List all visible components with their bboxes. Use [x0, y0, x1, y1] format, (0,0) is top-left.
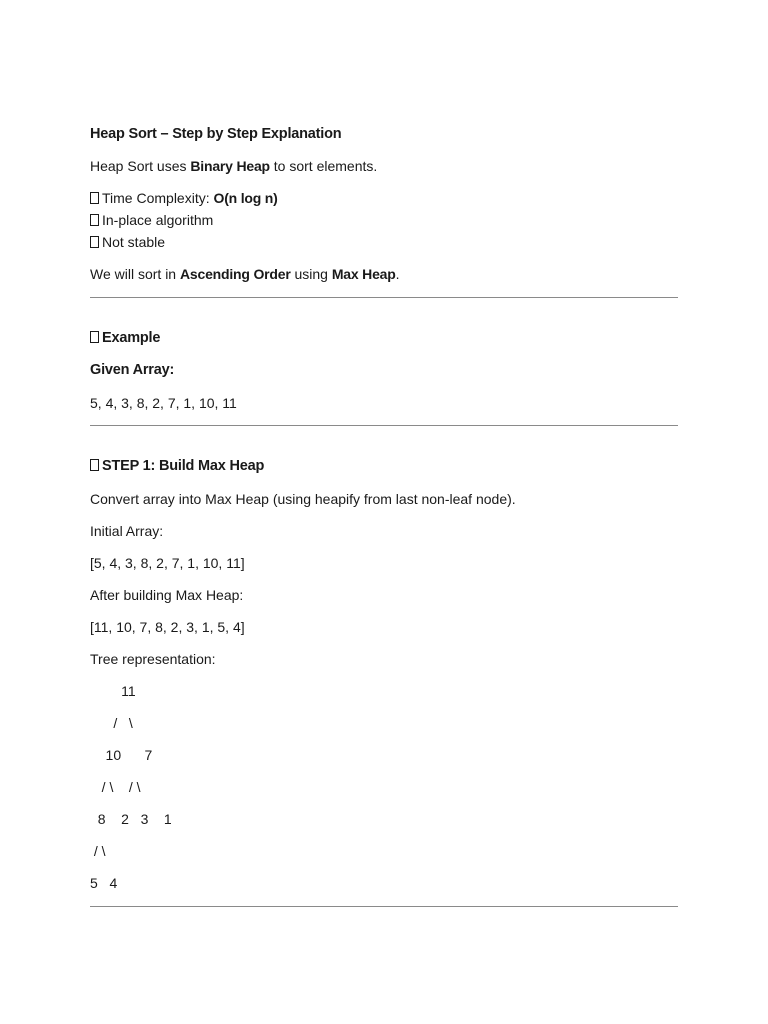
after-heap-label: After building Max Heap: [90, 587, 244, 603]
document-title: Heap Sort – Step by Step Explanation [90, 126, 342, 142]
goal-order: Ascending Order [179, 266, 291, 282]
given-array-values: 5, 4, 3, 8, 2, 7, 1, 10, 11 [90, 395, 237, 411]
missing-glyph-icon [90, 459, 99, 471]
tree-label: Tree representation: [90, 651, 216, 667]
goal-prefix: We will sort in [90, 266, 180, 282]
tree-line: / \ [90, 843, 106, 859]
step1-description: Convert array into Max Heap (using heapify from last non-leaf node). [90, 491, 516, 507]
step1-heading [90, 457, 264, 475]
goal-paragraph [90, 265, 399, 283]
document-page [90, 0, 678, 1024]
goal-method: Max Heap [331, 266, 396, 282]
intro-suffix: to sort elements. [269, 158, 378, 174]
tree-line: 10 7 [90, 747, 153, 763]
tree-line: / \ [90, 715, 133, 731]
complexity-label: Time Complexity: [102, 190, 214, 206]
missing-glyph-icon [90, 214, 99, 226]
step1-heading-text: STEP 1: Build Max Heap [102, 458, 265, 474]
property-complexity [90, 189, 278, 207]
horizontal-divider [90, 425, 678, 426]
goal-middle: using [290, 266, 332, 282]
stable-text: Not stable [102, 234, 166, 250]
property-stable [90, 233, 165, 251]
horizontal-divider [90, 906, 678, 907]
tree-line: 11 [90, 683, 136, 699]
intro-prefix: Heap Sort uses [90, 158, 191, 174]
goal-suffix: . [395, 266, 400, 282]
initial-array-label: Initial Array: [90, 523, 164, 539]
intro-emphasis: Binary Heap [190, 158, 270, 174]
missing-glyph-icon [90, 192, 99, 204]
missing-glyph-icon [90, 331, 99, 343]
horizontal-divider [90, 297, 678, 298]
in-place-text: In-place algorithm [102, 212, 214, 228]
initial-array-values: [5, 4, 3, 8, 2, 7, 1, 10, 11] [90, 555, 245, 571]
example-heading [90, 329, 160, 347]
property-in-place [90, 211, 213, 229]
intro-paragraph [90, 157, 377, 175]
example-heading-text: Example [102, 330, 161, 346]
tree-line: 5 4 [90, 875, 118, 891]
after-heap-values: [11, 10, 7, 8, 2, 3, 1, 5, 4] [90, 619, 245, 635]
given-array-label: Given Array: [90, 362, 175, 378]
complexity-value: O(n log n) [213, 190, 278, 206]
tree-line: 8 2 3 1 [90, 811, 172, 827]
missing-glyph-icon [90, 236, 99, 248]
tree-line: / \ / \ [90, 779, 141, 795]
